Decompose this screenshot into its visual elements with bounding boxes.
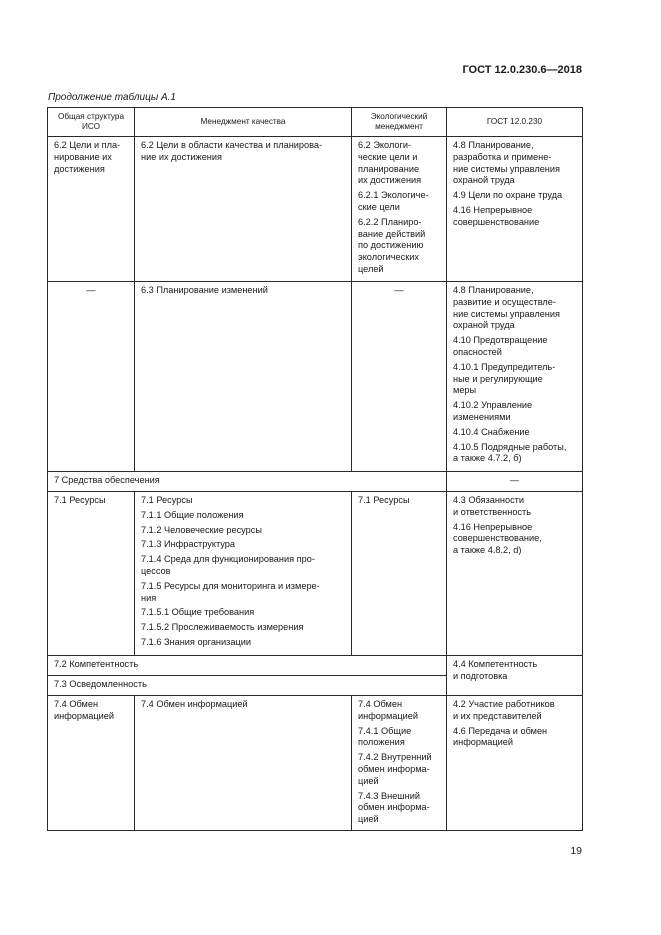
- table-caption: Продолжение таблицы А.1: [48, 92, 176, 103]
- cell-iso: [48, 137, 135, 282]
- text-line: целей: [358, 263, 384, 274]
- table-row: [48, 472, 583, 492]
- text-line: совершенствование,: [453, 533, 542, 544]
- text-line: 7.1.6 Знания организации: [141, 636, 251, 647]
- text-line: меры: [453, 385, 477, 396]
- header-environmental-management: Экологический менеджмент: [352, 108, 447, 137]
- text-line: 7.1.4 Среда для функционирования про-: [141, 554, 315, 565]
- text-line: цией: [358, 775, 379, 786]
- text-line: ния: [141, 592, 157, 603]
- text-line: и подготовка: [453, 670, 508, 681]
- cell-gost: [447, 656, 583, 696]
- text-line: 4.10 Предотвращение: [453, 335, 548, 346]
- text-line: цессов: [141, 565, 171, 576]
- text-line: их достижения: [358, 175, 422, 186]
- cell-gost: [447, 696, 583, 831]
- text-line: 4.10.2 Управление: [453, 400, 533, 411]
- header-iso-structure: Общая структура ИСО: [48, 108, 135, 137]
- text-line: 7.4.3 Внешний: [358, 790, 421, 801]
- text-line: 4.2 Участие работников: [453, 699, 555, 709]
- text-line: 7.4 Обмен: [54, 699, 99, 709]
- cell-quality: 6.3 Планирование изменений: [135, 282, 352, 472]
- text-line: и ответственность: [453, 506, 532, 517]
- text-line: информацией: [453, 737, 514, 748]
- text-line: 7.1.3 Инфраструктура: [141, 539, 235, 550]
- cell-iso: [48, 696, 135, 831]
- text-line: ческие цели и: [358, 151, 418, 162]
- text-line: 4.6 Передача и обмен: [453, 725, 548, 736]
- text-line: 4.8 Планирование,: [453, 285, 534, 295]
- text-line: ние системы управления: [453, 308, 560, 319]
- text-line: 6.2 Цели и пла-: [54, 140, 121, 150]
- table-row: [48, 282, 583, 472]
- text-line: вание действий: [358, 228, 426, 239]
- text-line: информацией: [358, 710, 419, 721]
- text-line: и их представителей: [453, 710, 542, 721]
- text-line: положения: [358, 737, 405, 748]
- cell-quality: [135, 492, 352, 656]
- cell-environmental: —: [352, 282, 447, 472]
- header-gost: ГОСТ 12.0.230: [447, 108, 583, 137]
- cell-gost: —: [447, 472, 583, 492]
- cell-gost: [447, 137, 583, 282]
- text-line: разработка и примене-: [453, 151, 552, 162]
- text-line: 7.1.1 Общие положения: [141, 509, 244, 520]
- text-line: 4.8 Планирование,: [453, 140, 534, 150]
- text-line: а также 4.8.2, d): [453, 545, 522, 556]
- text-line: 7.1.5.1 Общие требования: [141, 607, 255, 618]
- cell-section-title: 7.2 Компетентность: [48, 656, 447, 676]
- text-line: охраной труда: [453, 320, 515, 331]
- text-line: 4.16 Непрерывное: [453, 521, 533, 532]
- text-line: ние их достижения: [141, 151, 222, 162]
- text-line: 7.1.2 Человеческие ресурсы: [141, 524, 262, 535]
- text-line: 7.1 Ресурсы: [141, 495, 193, 505]
- page-number: 19: [570, 845, 582, 857]
- text-line: 7.4.1 Общие: [358, 725, 412, 736]
- text-line: ские цели: [358, 201, 400, 212]
- header-quality-management: Менеджмент качества: [135, 108, 352, 137]
- cell-gost: [447, 282, 583, 472]
- text-line: 4.16 Непрерывное: [453, 204, 533, 215]
- text-line: обмен информа-: [358, 802, 430, 813]
- comparison-table: [47, 107, 583, 831]
- text-line: совершенствование: [453, 216, 540, 227]
- cell-environmental: [352, 137, 447, 282]
- table-row: [48, 656, 583, 676]
- text-line: охраной труда: [453, 175, 515, 186]
- text-line: 4.10.4 Снабжение: [453, 426, 530, 437]
- text-line: 7.4.2 Внутренний: [358, 752, 432, 763]
- text-line: 6.2.2 Планиро-: [358, 216, 422, 227]
- text-line: информацией: [54, 710, 115, 721]
- table-row: [48, 137, 583, 282]
- text-line: нирование их: [54, 151, 112, 162]
- text-line: опасностей: [453, 346, 502, 357]
- cell-quality: 7.4 Обмен информацией: [135, 696, 352, 831]
- text-line: развитие и осуществле-: [453, 296, 556, 307]
- table-header-row: [48, 108, 583, 137]
- text-line: изменениями: [453, 411, 511, 422]
- text-line: 7.1.5 Ресурсы для мониторинга и измере-: [141, 580, 320, 591]
- text-line: планирование: [358, 163, 420, 174]
- text-line: 6.2 Экологи-: [358, 140, 412, 150]
- document-code: ГОСТ 12.0.230.6—2018: [462, 64, 582, 76]
- text-line: а также 4.7.2, б): [453, 453, 522, 464]
- cell-iso: 7.1 Ресурсы: [48, 492, 135, 656]
- text-line: цией: [358, 814, 379, 825]
- text-line: по достижению: [358, 240, 424, 251]
- text-line: 4.4 Компетентность: [453, 659, 538, 669]
- text-line: 4.3 Обязанности: [453, 495, 525, 505]
- cell-section-title: 7.3 Осведомленность: [48, 676, 447, 696]
- text-line: ные и регулирующие: [453, 373, 543, 384]
- table-row: [48, 492, 583, 656]
- cell-iso: —: [48, 282, 135, 472]
- text-line: 4.9 Цели по охране труда: [453, 190, 563, 201]
- cell-quality: [135, 137, 352, 282]
- text-line: 7.1.5.2 Прослеживаемость измерения: [141, 622, 304, 633]
- text-line: экологических: [358, 252, 420, 263]
- text-line: 6.2.1 Экологиче-: [358, 190, 429, 201]
- text-line: ние системы управления: [453, 163, 560, 174]
- text-line: достижения: [54, 163, 105, 174]
- text-line: 4.10.1 Предупредитель-: [453, 361, 556, 372]
- table-row: [48, 696, 583, 831]
- text-line: 7.4 Обмен: [358, 699, 403, 709]
- cell-environmental: [352, 696, 447, 831]
- cell-section-title: 7 Средства обеспечения: [48, 472, 447, 492]
- cell-environmental: 7.1 Ресурсы: [352, 492, 447, 656]
- text-line: 4.10.5 Подрядные работы,: [453, 441, 567, 452]
- cell-gost: [447, 492, 583, 656]
- text-line: 6.2 Цели в области качества и планирова-: [141, 140, 323, 150]
- text-line: обмен информа-: [358, 763, 430, 774]
